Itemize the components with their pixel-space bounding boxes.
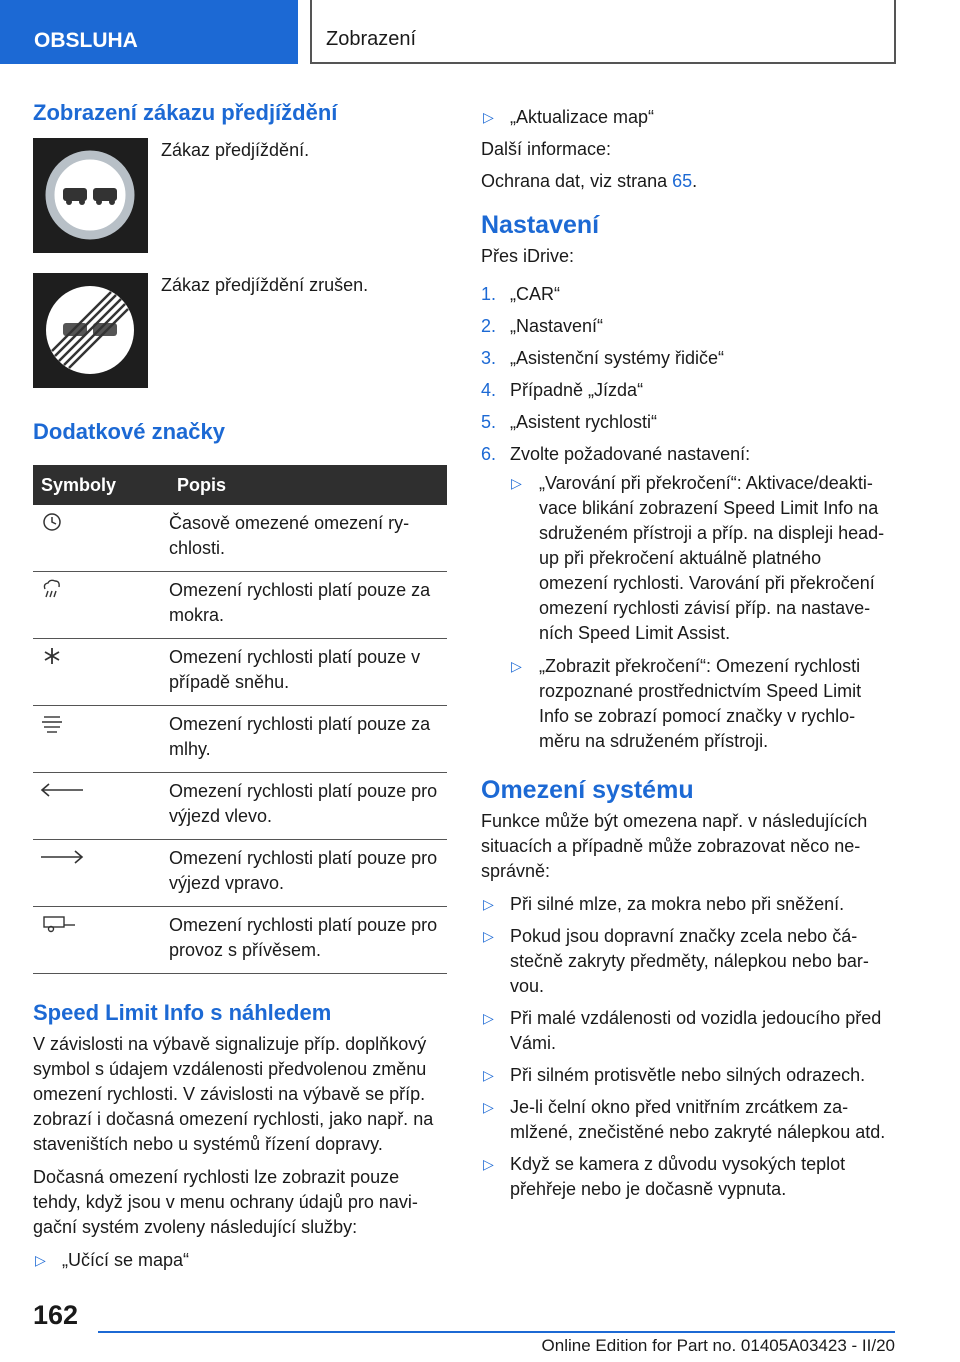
footer-edition: Online Edition for Part no. 01405A03423 - II/20	[541, 1336, 895, 1355]
no-overtaking-sign-icon	[33, 138, 148, 253]
additional-signs-table	[33, 465, 447, 974]
via-idrive-label: Přes iDrive:	[481, 246, 575, 266]
list-item-text: Při silné mlze, za mokra nebo při sněžení.	[510, 894, 845, 914]
list-item-text: „Aktualizace map“	[510, 107, 655, 127]
heading-speed-limit-info: Speed Limit Info s náhledem	[33, 1000, 332, 1025]
trailer-icon	[39, 919, 79, 939]
table-row	[33, 639, 447, 706]
sub-list-item	[481, 471, 895, 646]
list-item-text: Když se kamera z důvodu vysokých teplot přehřeje nebo je dočasně vypnuta.	[510, 1154, 846, 1199]
list-item	[481, 924, 895, 999]
list-item-text: Při silném protisvětle nebo silných odrazech.	[510, 1065, 866, 1085]
sign-end-no-overtaking-text: Zákaz předjíždění zrušen.	[161, 275, 369, 295]
list-item	[481, 105, 895, 130]
step-text: Zvolte požadované nastavení:	[510, 444, 751, 464]
rain-icon	[39, 584, 65, 604]
step-number: 6.	[481, 444, 497, 464]
paragraph-temporary-limits: Dočasná omezení rychlosti lze zobrazit pouze tehdy, když jsou v menu ochrany údajů pro navi-gační systém zvoleny následující služby:	[33, 1167, 418, 1237]
heading-additional-signs: Dodatkové značky	[33, 419, 225, 444]
list-item	[481, 442, 895, 471]
table-row	[33, 840, 447, 907]
table-row	[33, 706, 447, 773]
list-item	[481, 892, 895, 917]
step-text: „Asistent rychlosti“	[510, 412, 658, 432]
triangle-bullet-icon: ▷	[483, 1099, 494, 1115]
sub-item-text: „Zobrazit překročení“: Omezení rychlosti rozpoznané prostřednictvím Speed Limit Info se zobrazí pomocí značky v rychlo-měru na sdruženém přístroji.	[539, 656, 862, 751]
section-label: OBSLUHA	[34, 29, 138, 52]
list-item	[481, 1063, 895, 1088]
triangle-bullet-icon: ▷	[483, 1010, 494, 1026]
page-number: 162	[33, 1300, 79, 1330]
heading-system-limits: Omezení systému	[481, 776, 694, 804]
page-link[interactable]: 65	[672, 171, 693, 191]
list-item	[481, 410, 895, 442]
privacy-reference	[481, 169, 895, 194]
list-item-text: Pokud jsou dopravní značky zcela nebo čá-stečně zakryty předměty, nálepkou nebo bar-vou.	[510, 926, 869, 996]
sign-end-no-overtaking-row	[33, 273, 447, 419]
chapter-title: Zobrazení	[326, 28, 417, 50]
more-info-label: Další informace:	[481, 139, 612, 159]
section-tab	[0, 0, 298, 64]
triangle-bullet-icon: ▷	[511, 475, 522, 491]
triangle-bullet-icon: ▷	[483, 1067, 494, 1083]
table-cell-text: Omezení rychlosti platí pouze pro provoz s přívěsem.	[169, 907, 447, 974]
table-row	[33, 773, 447, 840]
list-item	[481, 282, 895, 314]
table-cell-text: Omezení rychlosti platí pouze za mokra.	[169, 572, 447, 639]
list-item	[481, 346, 895, 378]
limits-intro: Funkce může být omezena např. v následujících situacích a případně může zobrazovat něco ne-správně:	[481, 811, 868, 881]
snowflake-icon	[39, 651, 65, 671]
col-symbols: Symboly	[33, 465, 169, 505]
left-column	[33, 100, 447, 1273]
triangle-bullet-icon: ▷	[483, 896, 494, 912]
triangle-bullet-icon: ▷	[35, 1252, 46, 1268]
step-number: 3.	[481, 348, 497, 368]
list-item	[481, 314, 895, 346]
triangle-bullet-icon: ▷	[483, 109, 494, 125]
col-description: Popis	[169, 465, 447, 505]
list-item	[481, 1006, 895, 1056]
chapter-tab	[310, 0, 896, 64]
clock-icon	[39, 517, 65, 537]
list-item	[481, 1152, 895, 1202]
paragraph-speed-info: V závislosti na výbavě signalizuje příp. doplňkový symbol s údajem vzdálenosti předvolenou změnu omezení rychlosti. V závislosti na výbavě se příp. zobrazí i dočasná omezení rychlosti, jako např. na staveništích nebo u systémů řízení dopravy.	[33, 1034, 434, 1154]
step-number: 2.	[481, 316, 497, 336]
table-cell-text: Omezení rychlosti platí pouze za mlhy.	[169, 706, 447, 773]
step-number: 5.	[481, 412, 497, 432]
heading-overtaking: Zobrazení zákazu předjíždění	[33, 100, 338, 125]
table-row	[33, 907, 447, 974]
arrow-left-icon	[39, 785, 85, 805]
step-text: Případně „Jízda“	[510, 380, 644, 400]
triangle-bullet-icon: ▷	[483, 928, 494, 944]
table-cell-text: Časově omezené omezení ry-chlosti.	[169, 505, 447, 572]
list-item	[33, 1248, 447, 1273]
list-item-text: Je-li čelní okno před vnitřním zrcátkem za-mlžené, znečistěné nebo zakryté nálepkou atd.	[510, 1097, 886, 1142]
table-cell-text: Omezení rychlosti platí pouze v případě sněhu.	[169, 639, 447, 706]
table-cell-text: Omezení rychlosti platí pouze pro výjezd vlevo.	[169, 773, 447, 840]
table-row	[33, 505, 447, 572]
triangle-bullet-icon: ▷	[483, 1156, 494, 1172]
sign-no-overtaking-row	[33, 138, 447, 273]
table-row	[33, 572, 447, 639]
step-number: 4.	[481, 380, 497, 400]
triangle-bullet-icon: ▷	[511, 658, 522, 674]
heading-settings: Nastavení	[481, 211, 600, 239]
privacy-text: Ochrana dat, viz strana	[481, 171, 673, 191]
sub-item-text: „Varování při překročení“: Aktivace/deakti-vace blikání zobrazení Speed Limit Info na sdruženém přístroji a příp. na displeji head-up při překročení aktuálně platného omezení rychlosti. Varování při překročení omezení rychlosti závisí příp. na nastave-ních Speed Limit Assist.	[539, 473, 885, 643]
right-column	[481, 105, 895, 1202]
list-item-text: „Učící se mapa“	[62, 1250, 190, 1270]
step-text: „Asistenční systémy řidiče“	[510, 348, 725, 368]
sub-list-item	[481, 654, 895, 754]
sign-no-overtaking-text: Zákaz předjíždění.	[161, 140, 310, 160]
step-number: 1.	[481, 284, 497, 304]
fog-icon	[39, 718, 65, 738]
step-text: „Nastavení“	[510, 316, 604, 336]
list-item	[481, 378, 895, 410]
settings-steps	[481, 282, 895, 471]
list-item	[481, 1095, 895, 1145]
list-item-text: Při malé vzdálenosti od vozidla jedoucího před Vámi.	[510, 1008, 882, 1053]
privacy-end: .	[692, 171, 698, 191]
step-text: „CAR“	[510, 284, 560, 304]
footer-divider	[98, 1331, 895, 1333]
end-no-overtaking-sign-icon	[33, 273, 148, 388]
table-cell-text: Omezení rychlosti platí pouze pro výjezd vpravo.	[169, 840, 447, 907]
arrow-right-icon	[39, 852, 85, 872]
